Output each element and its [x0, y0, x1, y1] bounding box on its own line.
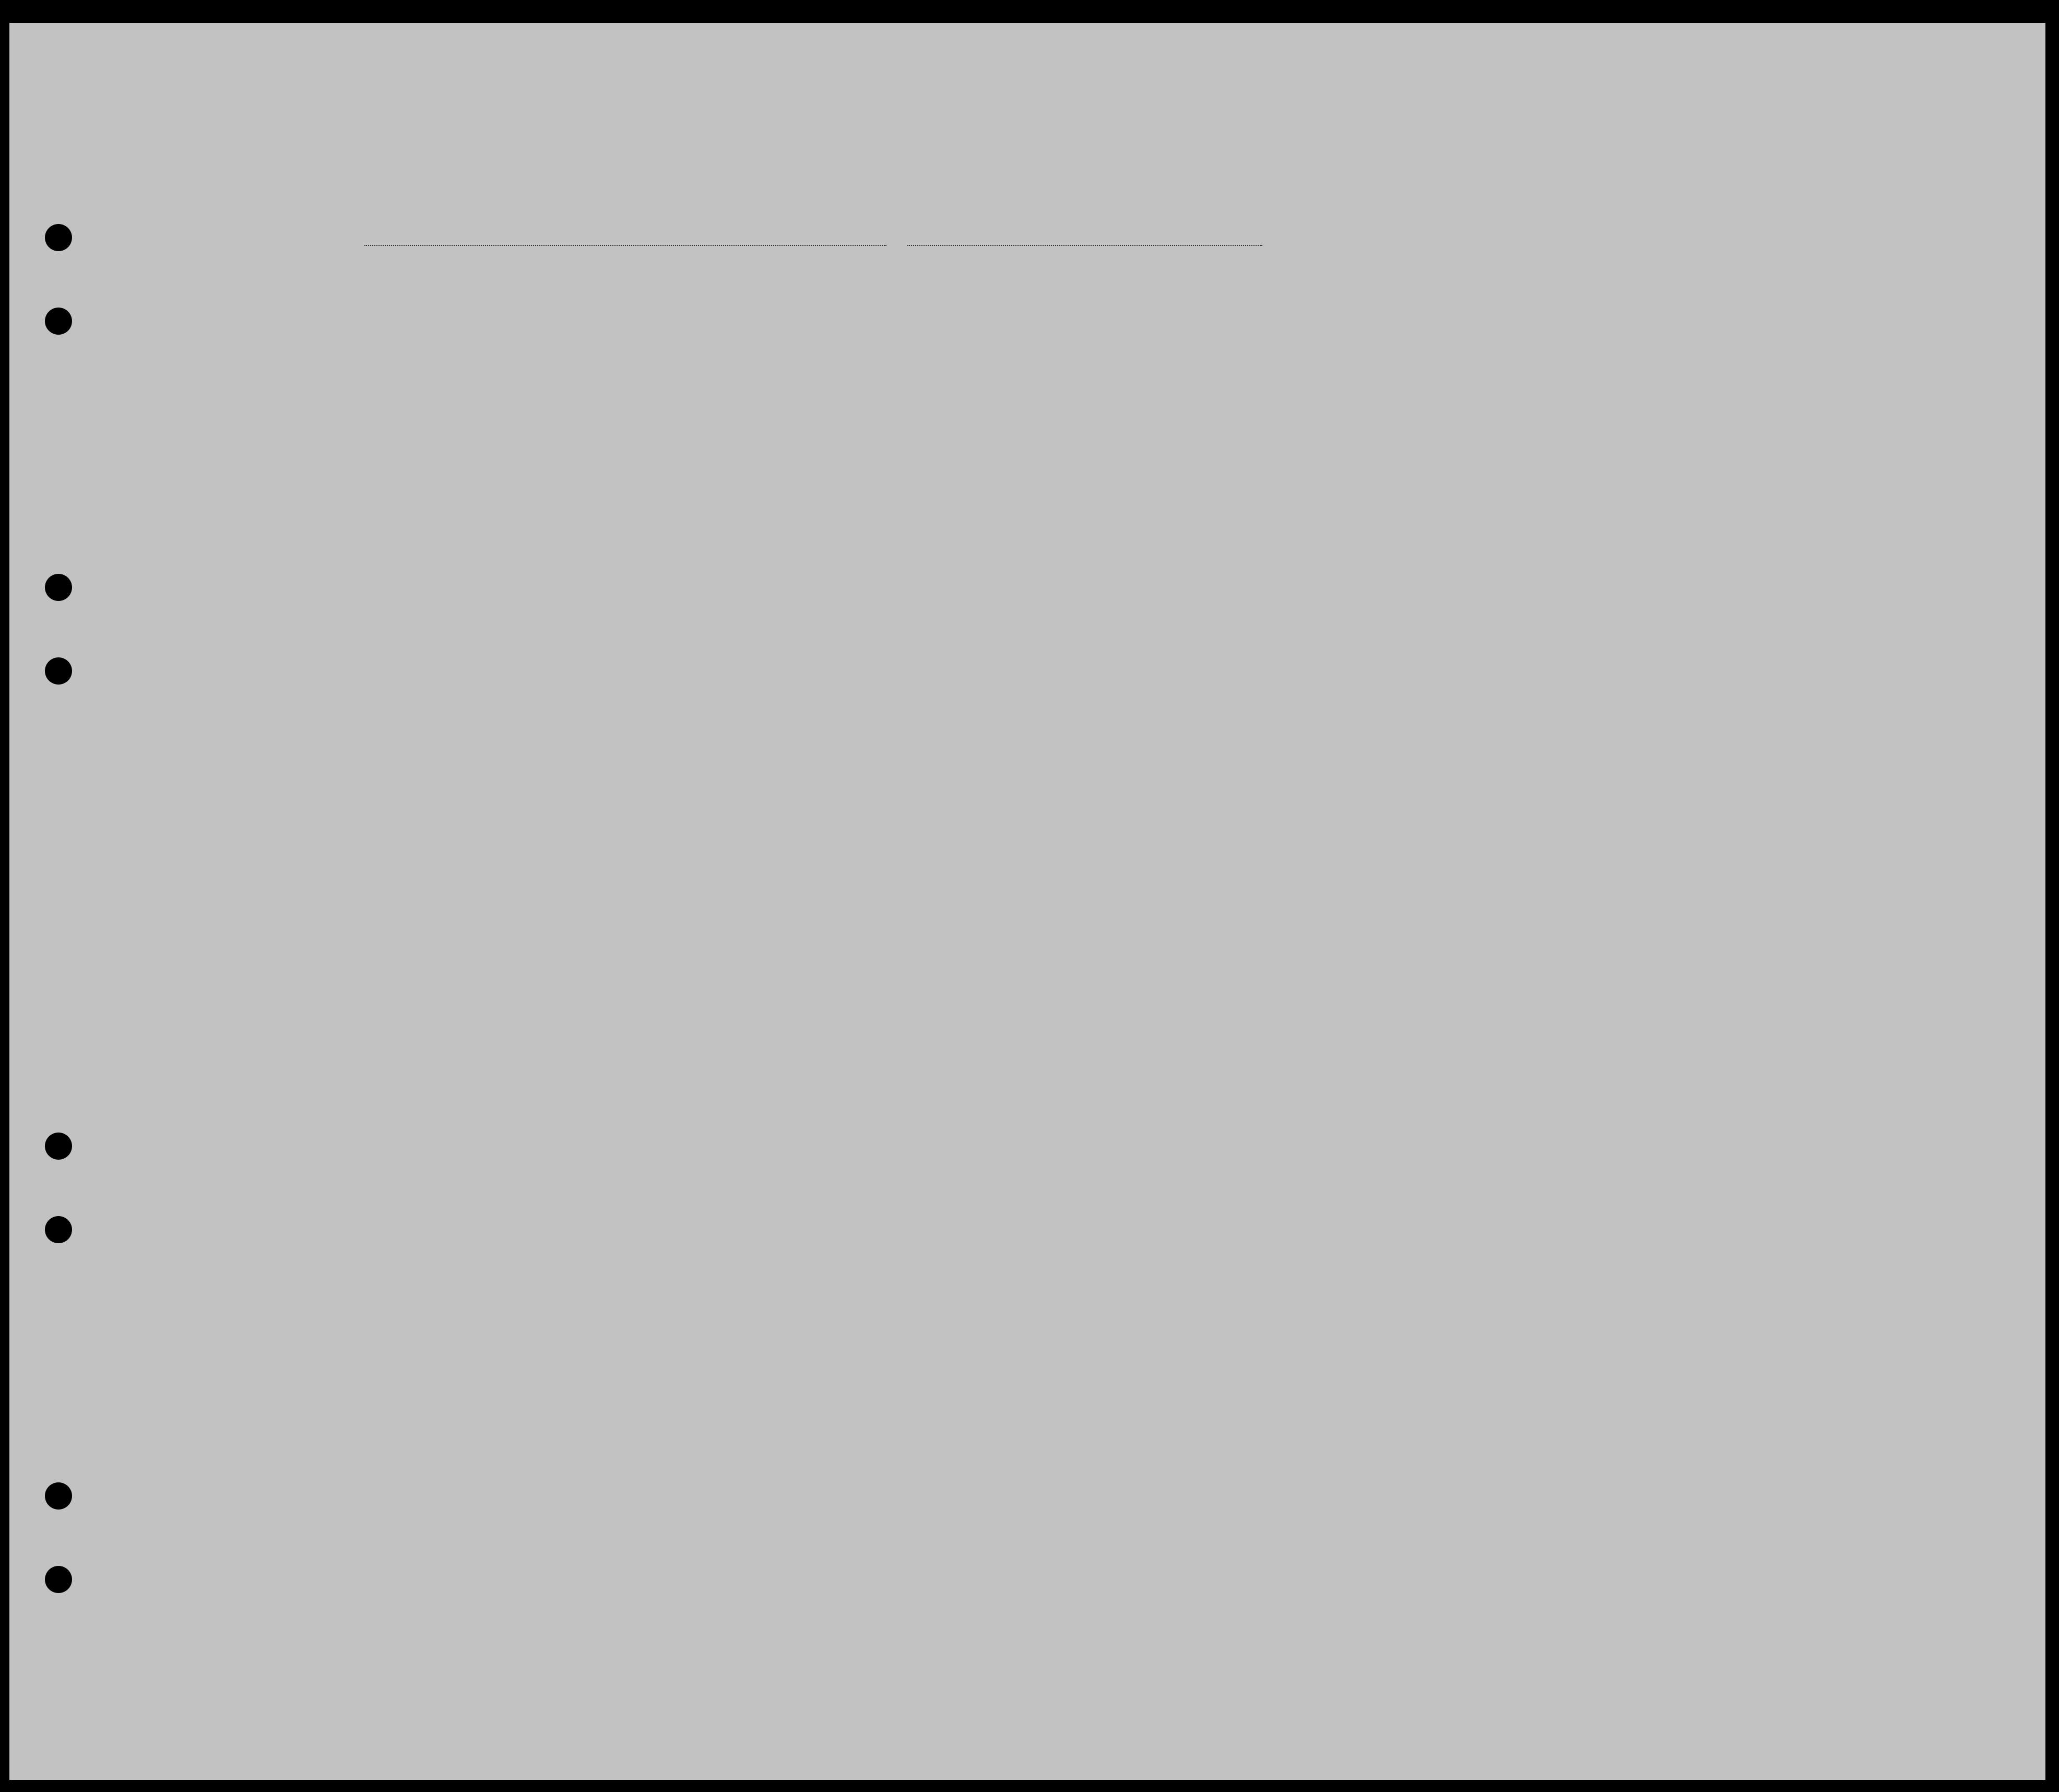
- binder-hole: [45, 1133, 72, 1160]
- date-rule: [907, 245, 1262, 246]
- binder-hole: [45, 308, 72, 335]
- binder-hole: [45, 1216, 72, 1243]
- binder-hole: [45, 657, 72, 685]
- binder-hole: [45, 224, 72, 251]
- binder-hole: [45, 574, 72, 601]
- port-rule: [364, 245, 886, 246]
- binder-hole: [45, 1566, 72, 1593]
- manifest-sheet: [9, 23, 2045, 1780]
- table-grid: [9, 23, 2045, 1780]
- binder-hole: [45, 1482, 72, 1510]
